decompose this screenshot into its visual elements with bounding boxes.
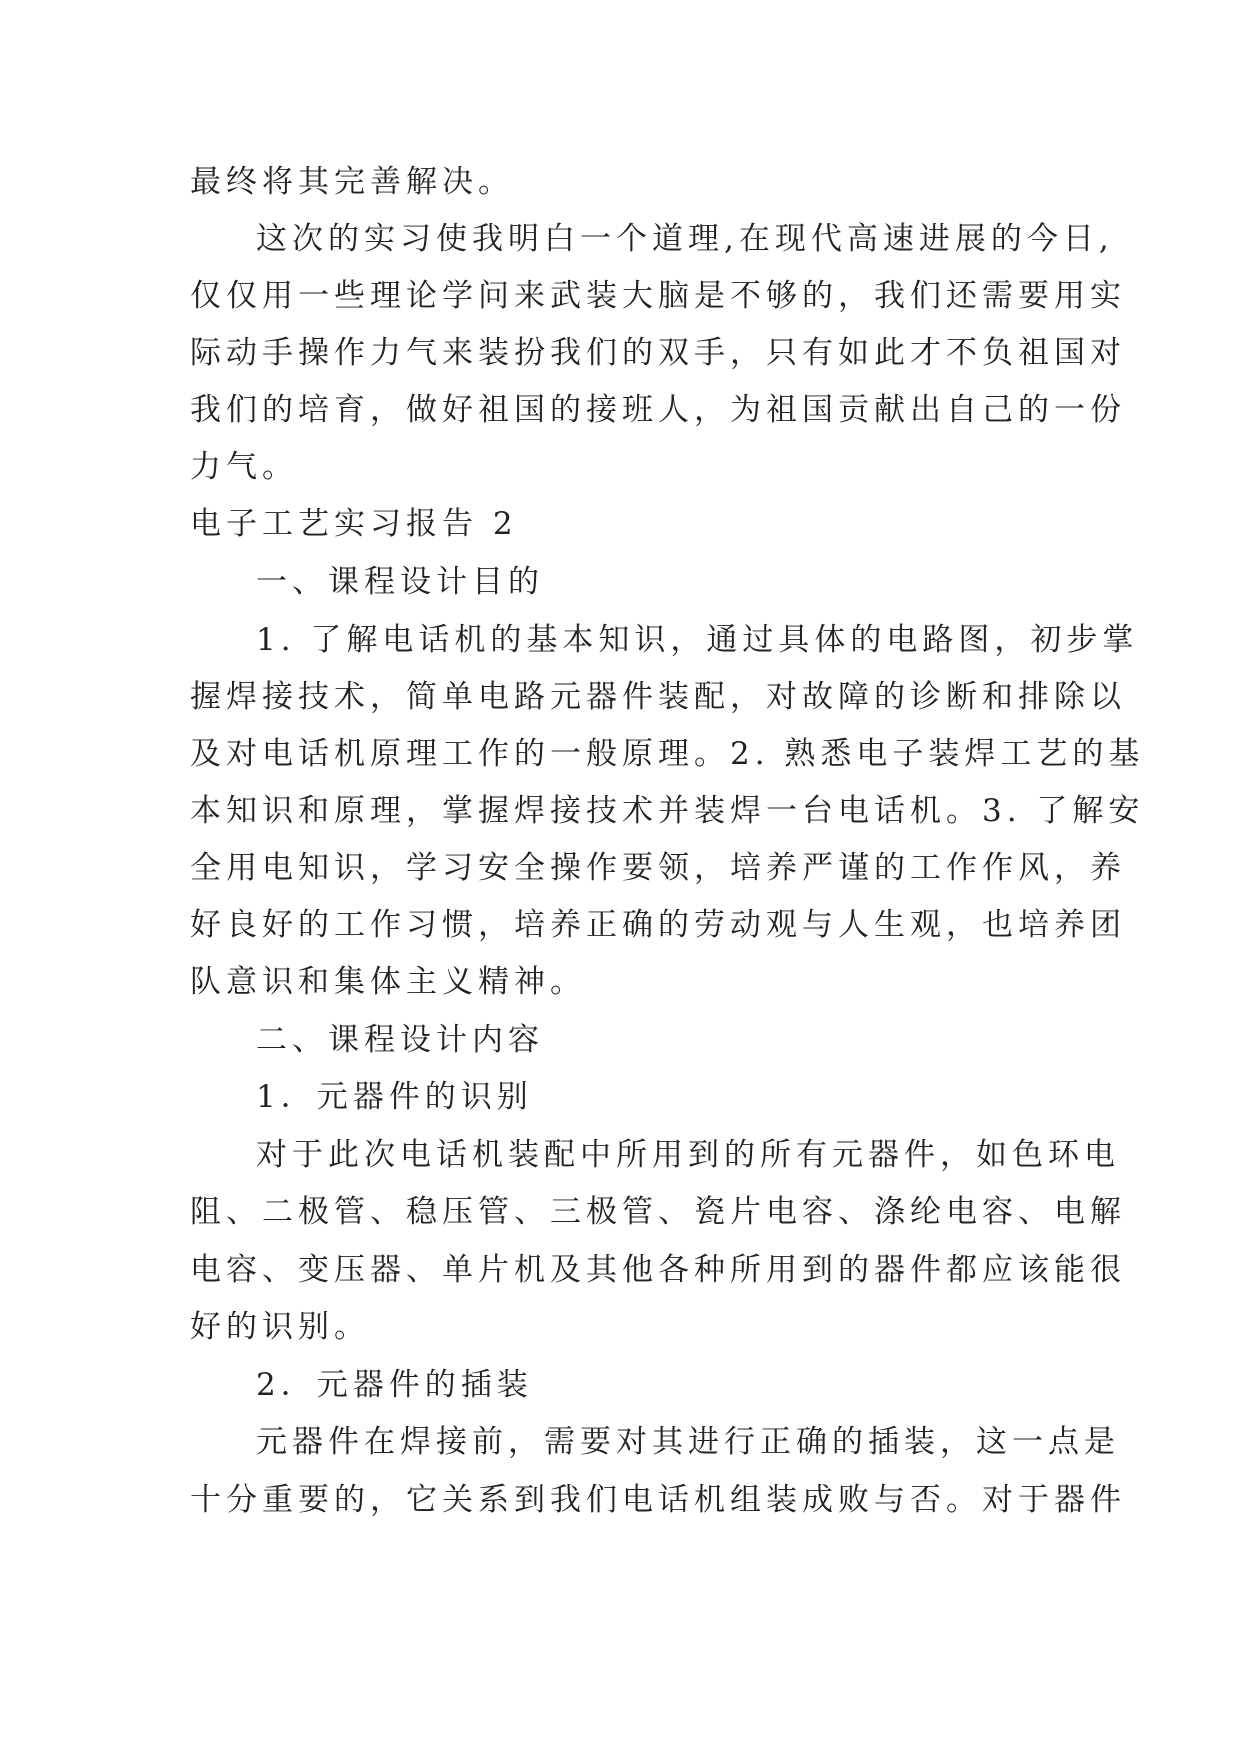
text-line: 对于此次电话机装配中所用到的所有元器件，如色环电 <box>256 1137 1120 1173</box>
subsection-heading: 2．元器件的插装 <box>256 1367 533 1403</box>
text-line: 电容、变压器、单片机及其他各种所用到的器件都应该能很 <box>190 1252 1126 1288</box>
text-line: 最终将其完善解决。 <box>190 164 514 200</box>
text-line: 全用电知识，学习安全操作要领，培养严谨的工作作风，养 <box>190 850 1126 886</box>
text-line: 本知识和原理，掌握焊接技术并装焊一台电话机。3. 了解安 <box>190 793 1145 829</box>
text-line: 队意识和集体主义精神。 <box>190 964 586 1000</box>
section-heading: 二、课程设计内容 <box>256 1022 544 1058</box>
text-line: 际动手操作力气来装扮我们的双手，只有如此才不负祖国对 <box>190 335 1126 371</box>
section-title: 电子工艺实习报告 2 <box>190 506 518 542</box>
text-line: 这次的实习使我明白一个道理,在现代高速进展的今日, <box>256 221 1114 257</box>
text-line: 阻、二极管、稳压管、三极管、瓷片电容、涤纶电容、电解 <box>190 1194 1126 1230</box>
section-heading: 一、课程设计目的 <box>256 564 544 600</box>
text-line: 1. 了解电话机的基本知识，通过具体的电路图，初步掌 <box>256 622 1139 658</box>
text-line: 仅仅用一些理论学问来武装大脑是不够的，我们还需要用实 <box>190 278 1126 314</box>
text-line: 我们的培育，做好祖国的接班人，为祖国贡献出自己的一份 <box>190 392 1126 428</box>
text-line: 力气。 <box>190 449 298 485</box>
text-line: 好的识别。 <box>190 1309 370 1345</box>
text-line: 及对电话机原理工作的一般原理。2. 熟悉电子装焊工艺的基 <box>190 736 1145 772</box>
text-line: 元器件在焊接前，需要对其进行正确的插装，这一点是 <box>256 1424 1120 1460</box>
subsection-heading: 1．元器件的识别 <box>256 1079 533 1115</box>
text-line: 好良好的工作习惯，培养正确的劳动观与人生观，也培养团 <box>190 907 1126 943</box>
text-line: 握焊接技术，简单电路元器件装配，对故障的诊断和排除以 <box>190 679 1126 715</box>
text-line: 十分重要的，它关系到我们电话机组装成败与否。对于器件 <box>190 1482 1126 1518</box>
